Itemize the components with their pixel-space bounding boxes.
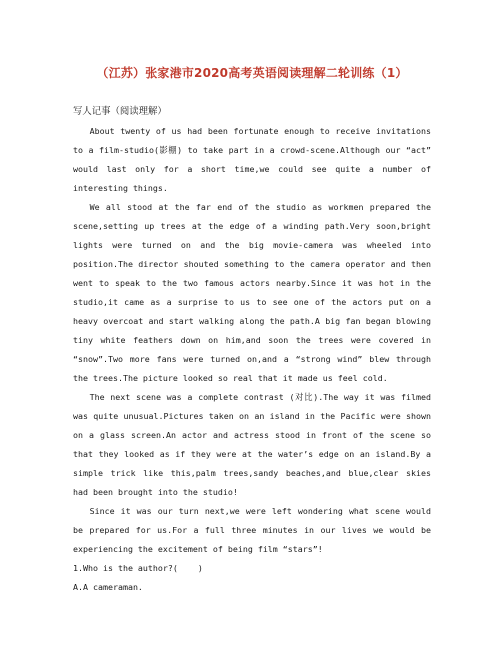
paragraph-4: Since it was our turn next,we were left wondering what scene would be prepared for us.For a full three minutes in our lives we would be experiencing the excitement of being film “stars”! xyxy=(73,506,431,554)
paragraph-1: About twenty of us had been fortunate enough to receive invitations to a film-studio(影棚) to take part in a crowd-scene.Although our “act” would last only for a short time,we could see quite a number of interesting things. xyxy=(73,126,431,193)
document-title: （江苏）张家港市2020高考英语阅读理解二轮训练（1） xyxy=(96,66,408,80)
paragraph-3: The next scene was a complete contrast (对比).The way it was filmed was quite unusual.Pictures taken on an island in the Pacific were shown on a glass screen.An actor and actress stood in front of the scene so that they looked as if they were at the water’s edge on an island.By a simple trick like this,palm trees,sandy beaches,and blue,clear skies had been brought into the studio! xyxy=(73,392,431,497)
question-1-stem: 1.Who is the author?( ) xyxy=(73,563,203,573)
question-1-option-a: A.A cameraman. xyxy=(73,582,143,592)
section-label: 写人记事（阅读理解） xyxy=(73,106,167,117)
paragraph-2: We all stood at the far end of the studio as workmen prepared the scene,setting up trees at the edge of a winding path.Very soon,bright lights were turned on and the big movie-camera was wheeled into position.The director shouted something to the camera operator and then went to speak to the two famous actors nearby.Since it was hot in the studio,it came as a surprise to us to see one of the actors put on a heavy overcoat and start walking along the path.A big fan began blowing tiny white feathers down on him,and soon the trees were covered in “snow”.Two more fans were turned on,and a “strong wind” blew through the trees.The picture looked so real that it made us feel cold. xyxy=(73,202,431,383)
